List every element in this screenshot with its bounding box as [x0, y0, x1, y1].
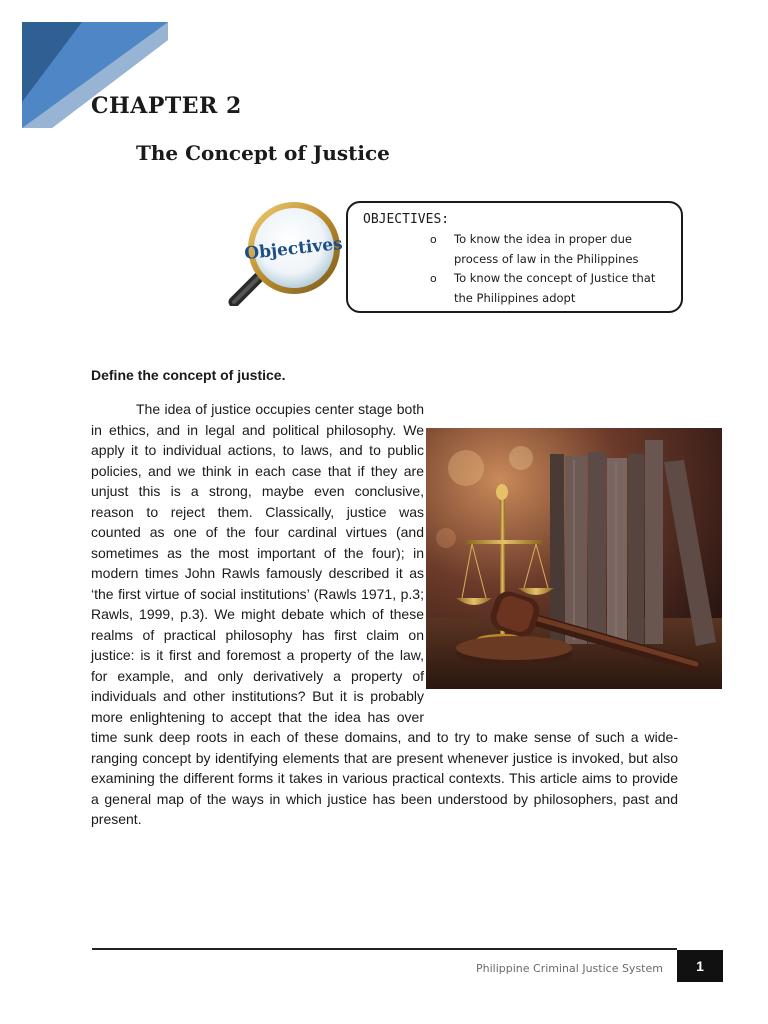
paragraph-text: The idea of justice occupies center stage both in ethics, and in legal and political philosophy. We apply it to individual actions, to laws, and to public policies, and we think in each case that if they are unjust this is a strong, maybe even conclusive, reason to reject them. Classically, justice was counted as one of the four cardinal virtues (and sometimes as the most important of the four); in modern times John Rawls famously described it as ‘the first virtue of social institutions’ (Rawls 1971, p.3; Rawls, 1999, p.3). We might debate which of these realms of practical philosophy has first claim on justice: is it first and foremost a property of the law, for example, and only derivatively a property of individuals and other institutions? But it is probably more enlightening to accept that the idea has over time sunk deep roots in each of these domains, and to try to make sense of such a wide-ranging concept by identifying elements that are present whenever justice is invoked, but also examining the different forms it takes in various practical contexts. This article aims to provide a general map of the ways in which justice has been understood by philosophers, past and present.	[91, 401, 678, 827]
objectives-box	[346, 201, 683, 313]
page-number: 1	[677, 950, 723, 982]
justice-photo	[426, 428, 722, 689]
objectives-heading: OBJECTIVES:	[363, 212, 450, 227]
objective-item	[430, 230, 670, 269]
magnifier-label: Objectives	[243, 233, 344, 265]
footer-rule	[92, 948, 677, 950]
objectives-list	[430, 230, 670, 308]
section-heading: Define the concept of justice.	[91, 367, 286, 383]
bullet-icon: o	[430, 233, 437, 246]
objective-item	[430, 269, 670, 308]
footer-title: Philippine Criminal Justice System	[476, 962, 663, 975]
bullet-icon: o	[430, 272, 437, 285]
magnifier-image	[228, 198, 346, 306]
objective-text: To know the concept of Justice that the Philippines adopt	[454, 271, 656, 305]
chapter-label: CHAPTER 2	[91, 93, 242, 119]
objective-text: To know the idea in proper due process of law in the Philippines	[454, 232, 639, 266]
chapter-title: The Concept of Justice	[136, 141, 390, 165]
